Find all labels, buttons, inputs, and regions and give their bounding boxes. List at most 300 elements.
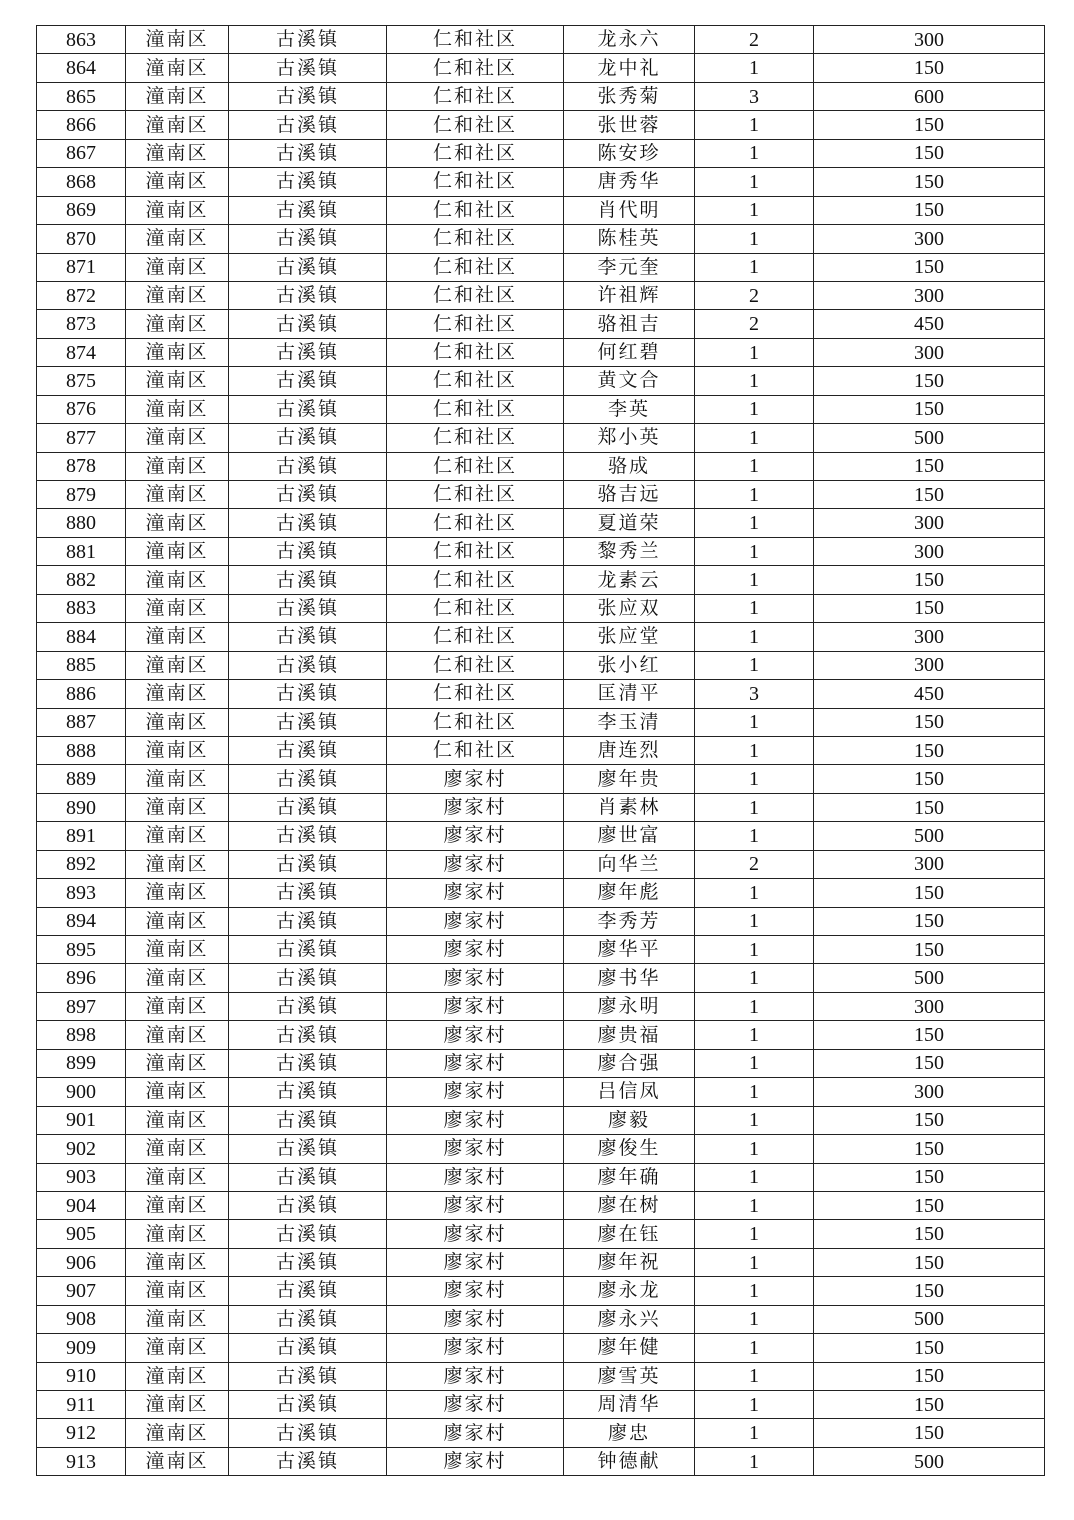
amount-cell: 150 — [814, 879, 1045, 907]
amount-cell: 500 — [814, 424, 1045, 452]
amount-cell: 150 — [814, 907, 1045, 935]
count-cell: 1 — [695, 1277, 814, 1305]
table-row — [37, 1305, 1045, 1333]
count-cell: 1 — [695, 623, 814, 651]
town-cell: 古溪镇 — [229, 566, 387, 594]
row-number-cell: 876 — [37, 395, 126, 423]
name-cell: 廖合强 — [564, 1049, 695, 1077]
name-cell: 廖贵福 — [564, 1021, 695, 1049]
count-cell: 1 — [695, 1163, 814, 1191]
district-cell: 潼南区 — [126, 936, 229, 964]
count-cell: 1 — [695, 964, 814, 992]
town-cell: 古溪镇 — [229, 907, 387, 935]
amount-cell: 150 — [814, 566, 1045, 594]
district-cell: 潼南区 — [126, 537, 229, 565]
village-cell: 仁和社区 — [387, 680, 564, 708]
district-cell: 潼南区 — [126, 1419, 229, 1447]
district-cell: 潼南区 — [126, 1391, 229, 1419]
count-cell: 1 — [695, 452, 814, 480]
name-cell: 龙素云 — [564, 566, 695, 594]
town-cell: 古溪镇 — [229, 139, 387, 167]
amount-cell: 150 — [814, 594, 1045, 622]
town-cell: 古溪镇 — [229, 879, 387, 907]
village-cell: 仁和社区 — [387, 736, 564, 764]
district-cell: 潼南区 — [126, 708, 229, 736]
row-number-cell: 883 — [37, 594, 126, 622]
table-row — [37, 736, 1045, 764]
town-cell: 古溪镇 — [229, 651, 387, 679]
name-cell: 骆吉远 — [564, 481, 695, 509]
amount-cell: 300 — [814, 1078, 1045, 1106]
town-cell: 古溪镇 — [229, 850, 387, 878]
count-cell: 3 — [695, 680, 814, 708]
district-cell: 潼南区 — [126, 594, 229, 622]
district-cell: 潼南区 — [126, 1362, 229, 1390]
row-number-cell: 867 — [37, 139, 126, 167]
name-cell: 廖毅 — [564, 1106, 695, 1134]
name-cell: 廖年祝 — [564, 1248, 695, 1276]
district-cell: 潼南区 — [126, 1078, 229, 1106]
name-cell: 匡清平 — [564, 680, 695, 708]
count-cell: 1 — [695, 253, 814, 281]
amount-cell: 150 — [814, 1049, 1045, 1077]
town-cell: 古溪镇 — [229, 452, 387, 480]
village-cell: 仁和社区 — [387, 481, 564, 509]
count-cell: 1 — [695, 822, 814, 850]
amount-cell: 150 — [814, 1191, 1045, 1219]
name-cell: 龙中礼 — [564, 54, 695, 82]
row-number-cell: 908 — [37, 1305, 126, 1333]
table-row — [37, 907, 1045, 935]
table-row — [37, 452, 1045, 480]
town-cell: 古溪镇 — [229, 481, 387, 509]
village-cell: 廖家村 — [387, 936, 564, 964]
town-cell: 古溪镇 — [229, 111, 387, 139]
town-cell: 古溪镇 — [229, 822, 387, 850]
name-cell: 肖素林 — [564, 793, 695, 821]
district-cell: 潼南区 — [126, 139, 229, 167]
amount-cell: 150 — [814, 708, 1045, 736]
row-number-cell: 885 — [37, 651, 126, 679]
count-cell: 1 — [695, 936, 814, 964]
table-row — [37, 1391, 1045, 1419]
count-cell: 1 — [695, 1106, 814, 1134]
district-cell: 潼南区 — [126, 168, 229, 196]
town-cell: 古溪镇 — [229, 1277, 387, 1305]
district-cell: 潼南区 — [126, 1191, 229, 1219]
town-cell: 古溪镇 — [229, 1334, 387, 1362]
town-cell: 古溪镇 — [229, 1447, 387, 1475]
count-cell: 1 — [695, 395, 814, 423]
amount-cell: 450 — [814, 310, 1045, 338]
row-number-cell: 863 — [37, 26, 126, 54]
name-cell: 张小红 — [564, 651, 695, 679]
village-cell: 廖家村 — [387, 1447, 564, 1475]
row-number-cell: 893 — [37, 879, 126, 907]
row-number-cell: 900 — [37, 1078, 126, 1106]
amount-cell: 150 — [814, 765, 1045, 793]
town-cell: 古溪镇 — [229, 509, 387, 537]
name-cell: 廖忠 — [564, 1419, 695, 1447]
village-cell: 仁和社区 — [387, 594, 564, 622]
district-cell: 潼南区 — [126, 1220, 229, 1248]
town-cell: 古溪镇 — [229, 1049, 387, 1077]
table-body — [37, 26, 1045, 1476]
name-cell: 廖书华 — [564, 964, 695, 992]
name-cell: 向华兰 — [564, 850, 695, 878]
name-cell: 廖永兴 — [564, 1305, 695, 1333]
district-cell: 潼南区 — [126, 395, 229, 423]
town-cell: 古溪镇 — [229, 1106, 387, 1134]
district-cell: 潼南区 — [126, 1106, 229, 1134]
amount-cell: 300 — [814, 850, 1045, 878]
count-cell: 1 — [695, 509, 814, 537]
village-cell: 仁和社区 — [387, 310, 564, 338]
name-cell: 黎秀兰 — [564, 537, 695, 565]
count-cell: 1 — [695, 594, 814, 622]
name-cell: 骆成 — [564, 452, 695, 480]
town-cell: 古溪镇 — [229, 736, 387, 764]
amount-cell: 150 — [814, 1248, 1045, 1276]
town-cell: 古溪镇 — [229, 225, 387, 253]
name-cell: 廖年贵 — [564, 765, 695, 793]
table-row — [37, 822, 1045, 850]
table-row — [37, 566, 1045, 594]
village-cell: 仁和社区 — [387, 367, 564, 395]
town-cell: 古溪镇 — [229, 1135, 387, 1163]
amount-cell: 150 — [814, 1334, 1045, 1362]
town-cell: 古溪镇 — [229, 1021, 387, 1049]
table-row — [37, 964, 1045, 992]
count-cell: 1 — [695, 481, 814, 509]
row-number-cell: 894 — [37, 907, 126, 935]
village-cell: 廖家村 — [387, 964, 564, 992]
district-cell: 潼南区 — [126, 992, 229, 1020]
count-cell: 1 — [695, 1135, 814, 1163]
village-cell: 仁和社区 — [387, 196, 564, 224]
row-number-cell: 881 — [37, 537, 126, 565]
district-cell: 潼南区 — [126, 680, 229, 708]
table-row — [37, 338, 1045, 366]
village-cell: 廖家村 — [387, 1106, 564, 1134]
amount-cell: 150 — [814, 367, 1045, 395]
count-cell: 1 — [695, 793, 814, 821]
name-cell: 李元奎 — [564, 253, 695, 281]
row-number-cell: 891 — [37, 822, 126, 850]
table-row — [37, 936, 1045, 964]
village-cell: 廖家村 — [387, 907, 564, 935]
row-number-cell: 902 — [37, 1135, 126, 1163]
village-cell: 廖家村 — [387, 1248, 564, 1276]
count-cell: 1 — [695, 54, 814, 82]
village-cell: 廖家村 — [387, 1391, 564, 1419]
village-cell: 仁和社区 — [387, 424, 564, 452]
village-cell: 仁和社区 — [387, 111, 564, 139]
town-cell: 古溪镇 — [229, 992, 387, 1020]
village-cell: 廖家村 — [387, 1049, 564, 1077]
town-cell: 古溪镇 — [229, 680, 387, 708]
village-cell: 廖家村 — [387, 879, 564, 907]
town-cell: 古溪镇 — [229, 623, 387, 651]
name-cell: 廖在钰 — [564, 1220, 695, 1248]
district-cell: 潼南区 — [126, 1334, 229, 1362]
count-cell: 1 — [695, 1191, 814, 1219]
district-cell: 潼南区 — [126, 111, 229, 139]
amount-cell: 500 — [814, 822, 1045, 850]
count-cell: 1 — [695, 566, 814, 594]
name-cell: 肖代明 — [564, 196, 695, 224]
table-row — [37, 1078, 1045, 1106]
table-row — [37, 1419, 1045, 1447]
town-cell: 古溪镇 — [229, 367, 387, 395]
district-cell: 潼南区 — [126, 481, 229, 509]
village-cell: 仁和社区 — [387, 82, 564, 110]
district-cell: 潼南区 — [126, 281, 229, 309]
table-row — [37, 850, 1045, 878]
count-cell: 1 — [695, 1391, 814, 1419]
amount-cell: 150 — [814, 936, 1045, 964]
name-cell: 周清华 — [564, 1391, 695, 1419]
table-row — [37, 594, 1045, 622]
row-number-cell: 909 — [37, 1334, 126, 1362]
count-cell: 1 — [695, 736, 814, 764]
row-number-cell: 904 — [37, 1191, 126, 1219]
row-number-cell: 878 — [37, 452, 126, 480]
village-cell: 仁和社区 — [387, 253, 564, 281]
town-cell: 古溪镇 — [229, 168, 387, 196]
name-cell: 廖华平 — [564, 936, 695, 964]
table-row — [37, 367, 1045, 395]
name-cell: 廖年健 — [564, 1334, 695, 1362]
town-cell: 古溪镇 — [229, 765, 387, 793]
row-number-cell: 911 — [37, 1391, 126, 1419]
count-cell: 2 — [695, 850, 814, 878]
district-cell: 潼南区 — [126, 907, 229, 935]
count-cell: 1 — [695, 992, 814, 1020]
town-cell: 古溪镇 — [229, 537, 387, 565]
count-cell: 1 — [695, 1419, 814, 1447]
village-cell: 廖家村 — [387, 822, 564, 850]
district-cell: 潼南区 — [126, 509, 229, 537]
amount-cell: 150 — [814, 139, 1045, 167]
village-cell: 廖家村 — [387, 1021, 564, 1049]
count-cell: 1 — [695, 765, 814, 793]
table-row — [37, 424, 1045, 452]
table-row — [37, 54, 1045, 82]
village-cell: 仁和社区 — [387, 452, 564, 480]
row-number-cell: 905 — [37, 1220, 126, 1248]
amount-cell: 300 — [814, 623, 1045, 651]
town-cell: 古溪镇 — [229, 1419, 387, 1447]
village-cell: 仁和社区 — [387, 566, 564, 594]
name-cell: 许祖辉 — [564, 281, 695, 309]
amount-cell: 300 — [814, 225, 1045, 253]
count-cell: 3 — [695, 82, 814, 110]
row-number-cell: 907 — [37, 1277, 126, 1305]
amount-cell: 150 — [814, 1391, 1045, 1419]
district-cell: 潼南区 — [126, 1277, 229, 1305]
row-number-cell: 901 — [37, 1106, 126, 1134]
table-row — [37, 310, 1045, 338]
count-cell: 1 — [695, 1021, 814, 1049]
amount-cell: 150 — [814, 111, 1045, 139]
amount-cell: 150 — [814, 196, 1045, 224]
name-cell: 龙永六 — [564, 26, 695, 54]
town-cell: 古溪镇 — [229, 708, 387, 736]
village-cell: 仁和社区 — [387, 395, 564, 423]
count-cell: 1 — [695, 651, 814, 679]
name-cell: 李秀芳 — [564, 907, 695, 935]
table-row — [37, 765, 1045, 793]
amount-cell: 300 — [814, 537, 1045, 565]
district-cell: 潼南区 — [126, 1049, 229, 1077]
row-number-cell: 879 — [37, 481, 126, 509]
amount-cell: 150 — [814, 1277, 1045, 1305]
town-cell: 古溪镇 — [229, 54, 387, 82]
amount-cell: 500 — [814, 1447, 1045, 1475]
table-row — [37, 708, 1045, 736]
amount-cell: 150 — [814, 1220, 1045, 1248]
table-row — [37, 1021, 1045, 1049]
amount-cell: 150 — [814, 481, 1045, 509]
amount-cell: 450 — [814, 680, 1045, 708]
row-number-cell: 888 — [37, 736, 126, 764]
amount-cell: 150 — [814, 1106, 1045, 1134]
district-cell: 潼南区 — [126, 424, 229, 452]
village-cell: 仁和社区 — [387, 509, 564, 537]
table-row — [37, 253, 1045, 281]
count-cell: 1 — [695, 1078, 814, 1106]
row-number-cell: 882 — [37, 566, 126, 594]
name-cell: 陈安珍 — [564, 139, 695, 167]
row-number-cell: 887 — [37, 708, 126, 736]
table-row — [37, 1191, 1045, 1219]
table-row — [37, 26, 1045, 54]
row-number-cell: 897 — [37, 992, 126, 1020]
name-cell: 唐连烈 — [564, 736, 695, 764]
town-cell: 古溪镇 — [229, 1391, 387, 1419]
district-cell: 潼南区 — [126, 54, 229, 82]
town-cell: 古溪镇 — [229, 1220, 387, 1248]
amount-cell: 150 — [814, 452, 1045, 480]
row-number-cell: 903 — [37, 1163, 126, 1191]
amount-cell: 500 — [814, 1305, 1045, 1333]
row-number-cell: 912 — [37, 1419, 126, 1447]
table-row — [37, 793, 1045, 821]
district-cell: 潼南区 — [126, 338, 229, 366]
name-cell: 张世蓉 — [564, 111, 695, 139]
amount-cell: 150 — [814, 1163, 1045, 1191]
table-row — [37, 1135, 1045, 1163]
name-cell: 骆祖吉 — [564, 310, 695, 338]
name-cell: 陈桂英 — [564, 225, 695, 253]
district-cell: 潼南区 — [126, 850, 229, 878]
district-cell: 潼南区 — [126, 623, 229, 651]
table-row — [37, 879, 1045, 907]
name-cell: 张应堂 — [564, 623, 695, 651]
row-number-cell: 913 — [37, 1447, 126, 1475]
amount-cell: 300 — [814, 509, 1045, 537]
count-cell: 1 — [695, 367, 814, 395]
village-cell: 廖家村 — [387, 1220, 564, 1248]
table-row — [37, 1334, 1045, 1362]
name-cell: 郑小英 — [564, 424, 695, 452]
count-cell: 1 — [695, 537, 814, 565]
district-cell: 潼南区 — [126, 793, 229, 821]
town-cell: 古溪镇 — [229, 1248, 387, 1276]
name-cell: 吕信凤 — [564, 1078, 695, 1106]
amount-cell: 150 — [814, 1021, 1045, 1049]
table-row — [37, 509, 1045, 537]
amount-cell: 150 — [814, 793, 1045, 821]
count-cell: 1 — [695, 338, 814, 366]
district-cell: 潼南区 — [126, 1021, 229, 1049]
amount-cell: 150 — [814, 168, 1045, 196]
village-cell: 仁和社区 — [387, 651, 564, 679]
town-cell: 古溪镇 — [229, 1305, 387, 1333]
town-cell: 古溪镇 — [229, 964, 387, 992]
amount-cell: 300 — [814, 992, 1045, 1020]
row-number-cell: 875 — [37, 367, 126, 395]
district-cell: 潼南区 — [126, 1163, 229, 1191]
district-cell: 潼南区 — [126, 879, 229, 907]
village-cell: 廖家村 — [387, 850, 564, 878]
table-row — [37, 992, 1045, 1020]
row-number-cell: 873 — [37, 310, 126, 338]
row-number-cell: 886 — [37, 680, 126, 708]
row-number-cell: 895 — [37, 936, 126, 964]
row-number-cell: 896 — [37, 964, 126, 992]
village-cell: 仁和社区 — [387, 623, 564, 651]
amount-cell: 150 — [814, 1135, 1045, 1163]
district-cell: 潼南区 — [126, 651, 229, 679]
name-cell: 李英 — [564, 395, 695, 423]
village-cell: 仁和社区 — [387, 168, 564, 196]
town-cell: 古溪镇 — [229, 1362, 387, 1390]
row-number-cell: 869 — [37, 196, 126, 224]
village-cell: 仁和社区 — [387, 26, 564, 54]
table-row — [37, 395, 1045, 423]
amount-cell: 300 — [814, 651, 1045, 679]
name-cell: 廖俊生 — [564, 1135, 695, 1163]
row-number-cell: 877 — [37, 424, 126, 452]
table-row — [37, 1163, 1045, 1191]
count-cell: 1 — [695, 424, 814, 452]
village-cell: 廖家村 — [387, 1305, 564, 1333]
row-number-cell: 872 — [37, 281, 126, 309]
town-cell: 古溪镇 — [229, 793, 387, 821]
count-cell: 1 — [695, 907, 814, 935]
count-cell: 1 — [695, 1362, 814, 1390]
village-cell: 廖家村 — [387, 992, 564, 1020]
village-cell: 廖家村 — [387, 793, 564, 821]
village-cell: 廖家村 — [387, 1078, 564, 1106]
village-cell: 仁和社区 — [387, 338, 564, 366]
village-cell: 廖家村 — [387, 1277, 564, 1305]
district-cell: 潼南区 — [126, 1447, 229, 1475]
name-cell: 廖世富 — [564, 822, 695, 850]
amount-cell: 150 — [814, 736, 1045, 764]
row-number-cell: 884 — [37, 623, 126, 651]
district-cell: 潼南区 — [126, 964, 229, 992]
village-cell: 仁和社区 — [387, 281, 564, 309]
table-row — [37, 111, 1045, 139]
name-cell: 廖永龙 — [564, 1277, 695, 1305]
district-cell: 潼南区 — [126, 1248, 229, 1276]
row-number-cell: 874 — [37, 338, 126, 366]
town-cell: 古溪镇 — [229, 936, 387, 964]
table-row — [37, 196, 1045, 224]
